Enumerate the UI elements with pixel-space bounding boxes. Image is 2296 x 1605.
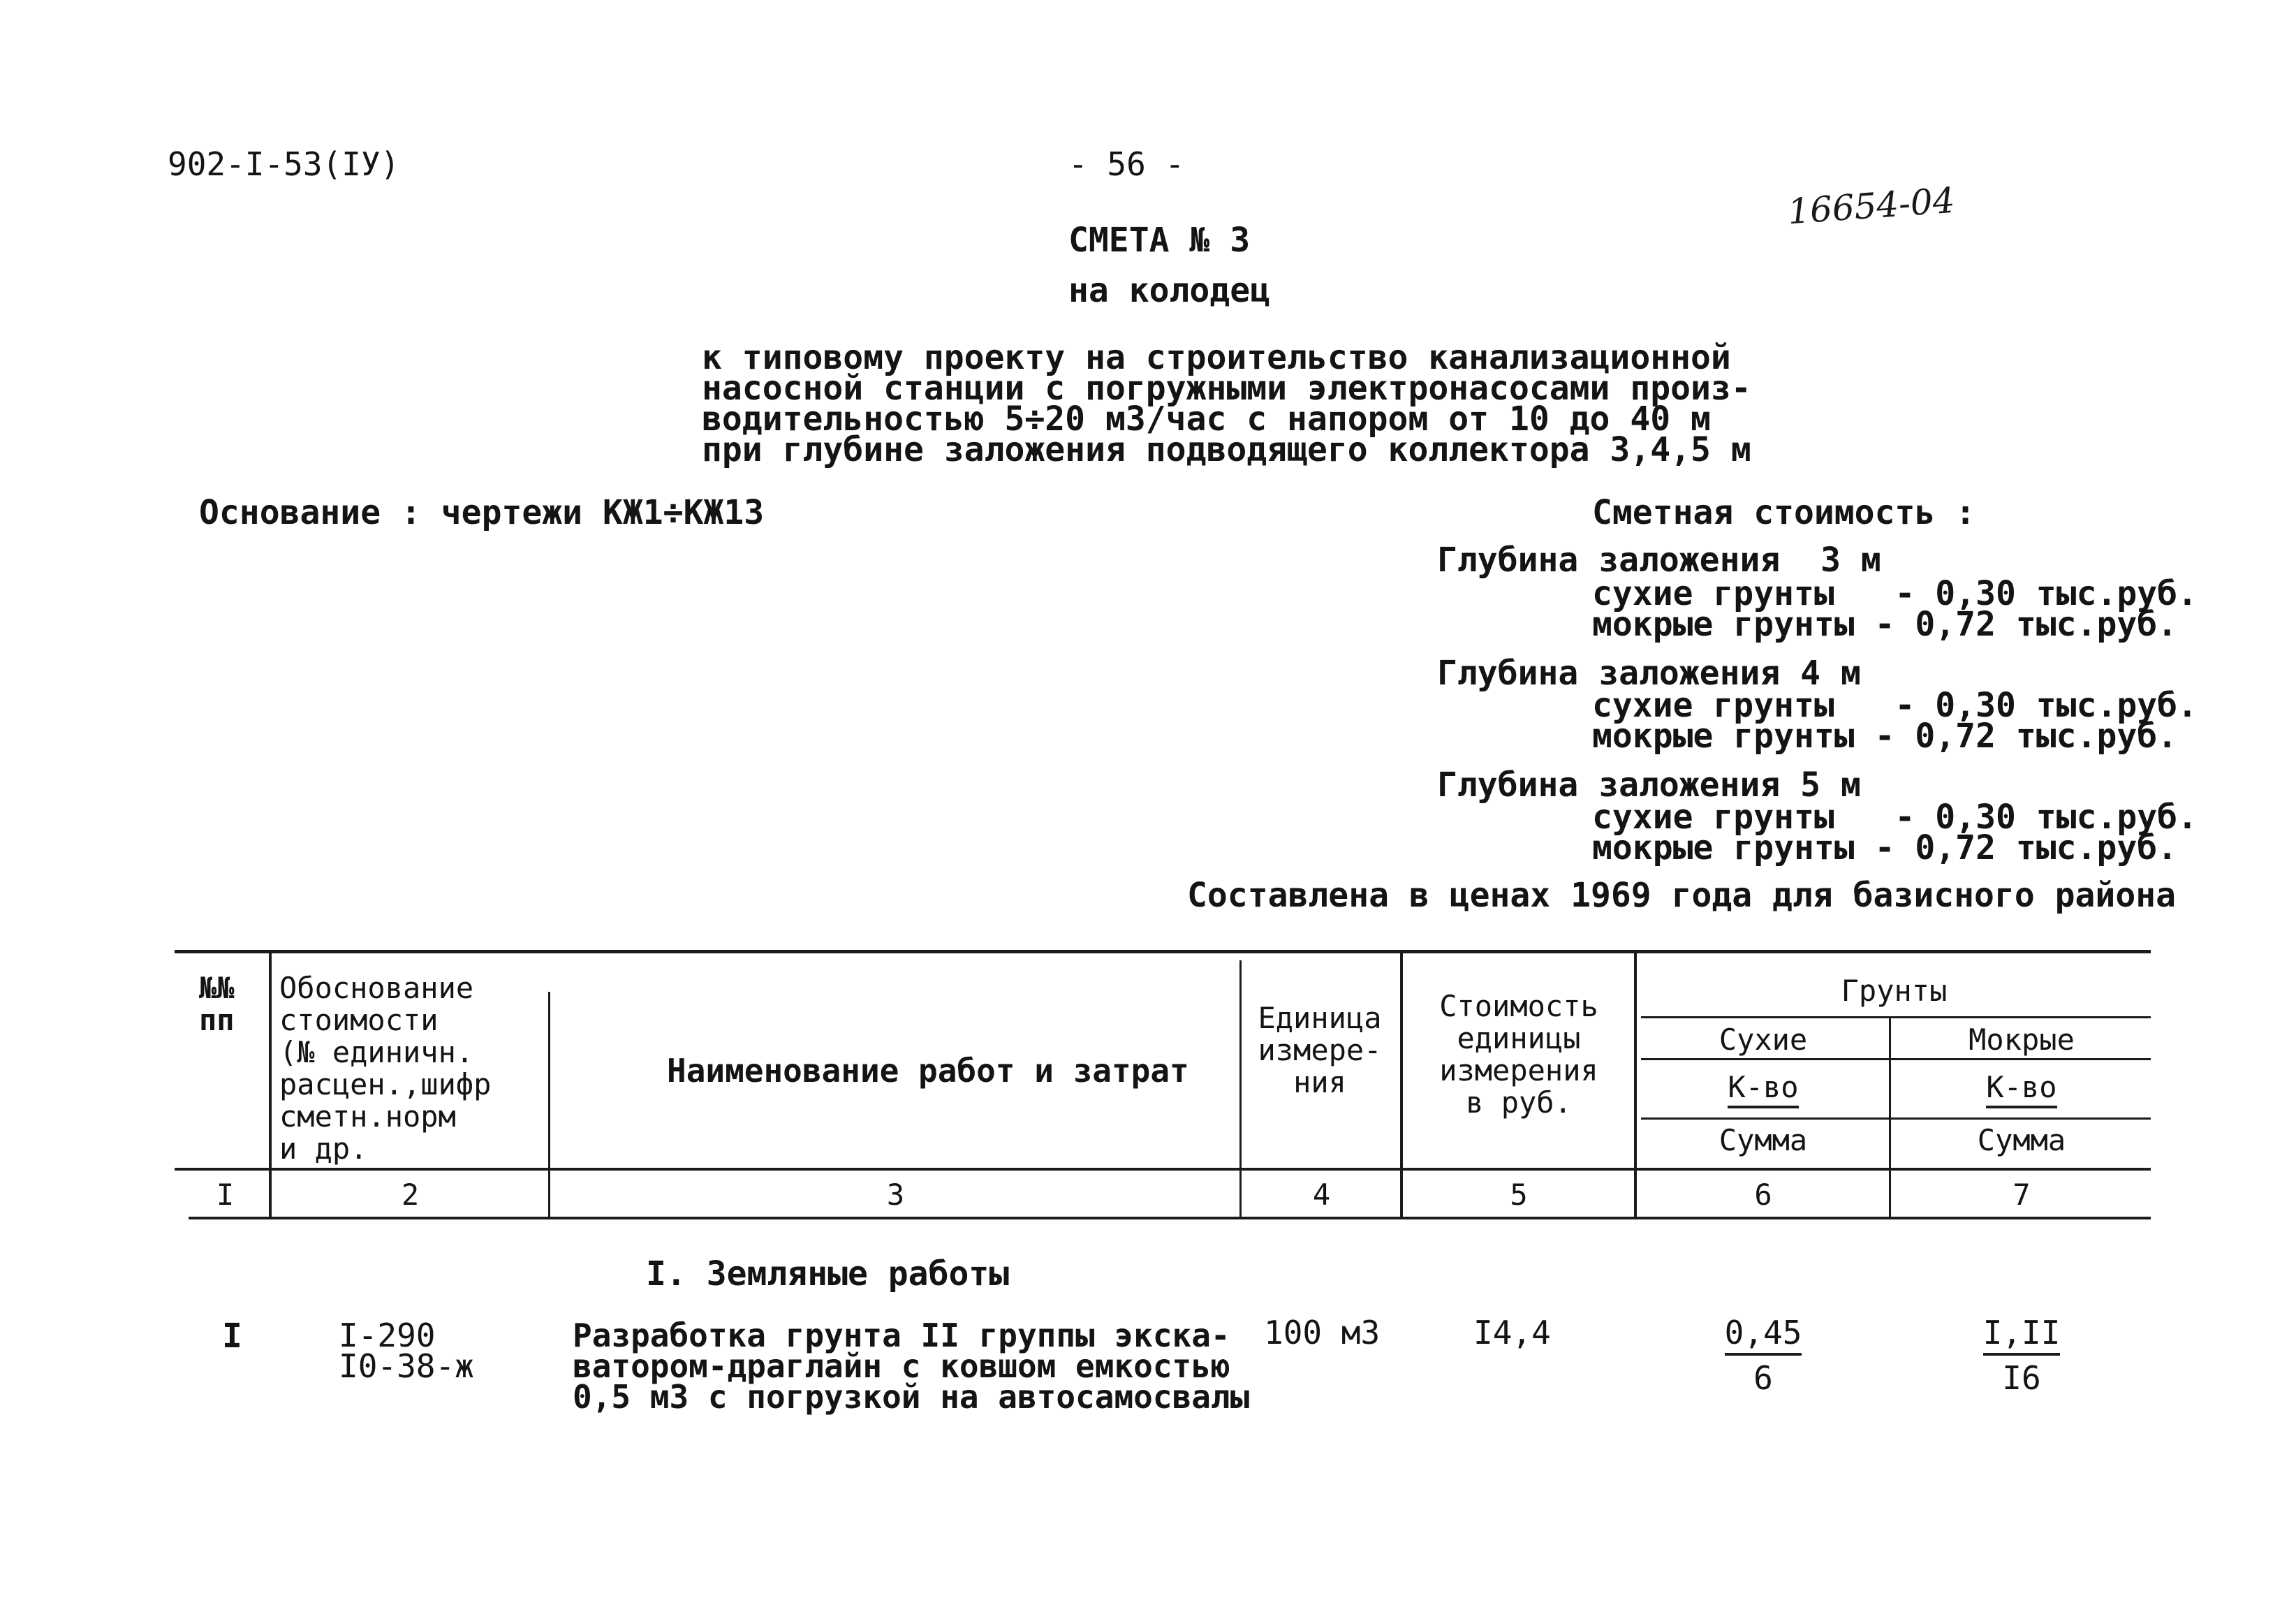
depth-label: Глубина заложения 5 м <box>1437 765 1861 805</box>
row-wet-qty <box>1892 1314 2151 1351</box>
estimate-subject: на колодец <box>1068 271 1270 310</box>
col-divider <box>1634 951 1637 1218</box>
header-unit-cost: Стоимость единицы измерения в руб. <box>1439 989 1598 1120</box>
dry-wet-rule <box>1641 1058 2151 1060</box>
wet-soil-cost: мокрые грунты - 0,72 тыс.руб. <box>1592 828 2178 867</box>
column-number: I <box>216 1178 235 1212</box>
dry-soil-cost: сухие грунты - 0,30 тыс.руб. <box>1592 686 2198 725</box>
header-number: №№ пп <box>199 971 235 1037</box>
row-work-name: Разработка грунта II группы экска- ватором-драглайн с ковшом емкостью 0,5 м3 с погрузкой на автосамосвалы <box>573 1317 1250 1416</box>
subtitle-line: насосной станции с погружными электронасосами произ- <box>702 369 1751 408</box>
qty-sum-rule <box>1641 1117 2151 1120</box>
column-number: 3 <box>886 1178 905 1212</box>
header-work-name: Наименование работ и затрат <box>667 1052 1189 1090</box>
row-wet-sum: I6 <box>2002 1359 2041 1397</box>
column-numbers-rule <box>189 1217 2151 1219</box>
row-basis: I-290 I0-38-ж <box>339 1317 474 1385</box>
header-unit: Единица измере- ния <box>1258 1001 1382 1099</box>
row-dry-qty-text: 0,45 <box>1725 1314 1802 1356</box>
col-divider <box>1239 960 1242 1218</box>
subtitle-line: к типовому проекту на строительство канализационной <box>702 338 1731 377</box>
header-bottom-rule <box>175 1168 2151 1171</box>
table-top-rule <box>175 950 2151 953</box>
dry-soil-cost: сухие грунты - 0,30 тыс.руб. <box>1592 574 2198 613</box>
prices-note: Составлена в ценах 1969 года для базисного района <box>1187 876 2177 915</box>
row-wet-qty-text: I,II <box>1983 1314 2061 1356</box>
section-title: I. Земляные работы <box>646 1254 1010 1293</box>
dry-soil-cost: сухие грунты - 0,30 тыс.руб. <box>1592 798 2198 837</box>
header-dry-sum: Сумма <box>1719 1123 1808 1157</box>
header-wet-sum: Сумма <box>1977 1123 2066 1157</box>
header-dry: Сухие <box>1719 1023 1808 1057</box>
header-basis: Обоснование стоимости (№ единичн. расцен.,шифр сметн.норм и др. <box>279 971 492 1166</box>
row-unit: 100 м3 <box>1264 1314 1381 1351</box>
column-number: 7 <box>2012 1178 2031 1212</box>
depth-label: Глубина заложения 4 м <box>1437 654 1861 693</box>
handwritten-number: 16654-04 <box>1786 179 1957 233</box>
document-code: 902-I-53(IУ) <box>168 145 400 183</box>
depth-label: Глубина заложения 3 м <box>1437 541 1881 580</box>
wet-soil-cost: мокрые грунты - 0,72 тыс.руб. <box>1592 605 2178 644</box>
header-wet-qty <box>1892 1071 2151 1104</box>
col-divider <box>1889 1018 1891 1218</box>
column-number: 6 <box>1754 1178 1772 1212</box>
subtitle-line: при глубине заложения подводящего коллектора 3,4,5 м <box>702 430 1751 469</box>
row-dry-sum: 6 <box>1753 1359 1773 1397</box>
estimate-title: СМЕТА № 3 <box>1068 221 1251 260</box>
header-dry-qty <box>1638 1071 1889 1104</box>
col-divider <box>269 951 272 1218</box>
row-number: I <box>222 1317 242 1356</box>
wet-soil-cost: мокрые грунты - 0,72 тыс.руб. <box>1592 717 2178 756</box>
page-number: - 56 - <box>1068 145 1185 183</box>
row-dry-qty <box>1638 1314 1889 1351</box>
soils-subheader-rule <box>1641 1016 2151 1018</box>
column-number: 4 <box>1312 1178 1331 1212</box>
column-number: 2 <box>401 1178 420 1212</box>
header-wet: Мокрые <box>1968 1023 2075 1057</box>
estimated-cost-label: Сметная стоимость : <box>1592 493 1976 532</box>
col-divider <box>548 992 550 1218</box>
header-wet-qty-text: К-во <box>1986 1070 2056 1108</box>
column-number: 5 <box>1510 1178 1528 1212</box>
row-unit-cost: I4,4 <box>1473 1314 1551 1351</box>
subtitle-line: водительностью 5÷20 м3/час с напором от 10 до 40 м <box>702 400 1711 439</box>
header-soils: Грунты <box>1841 974 1948 1008</box>
header-dry-qty-text: К-во <box>1728 1070 1798 1108</box>
basis-line: Основание : чертежи КЖ1÷КЖ13 <box>199 493 765 532</box>
col-divider <box>1400 951 1403 1218</box>
